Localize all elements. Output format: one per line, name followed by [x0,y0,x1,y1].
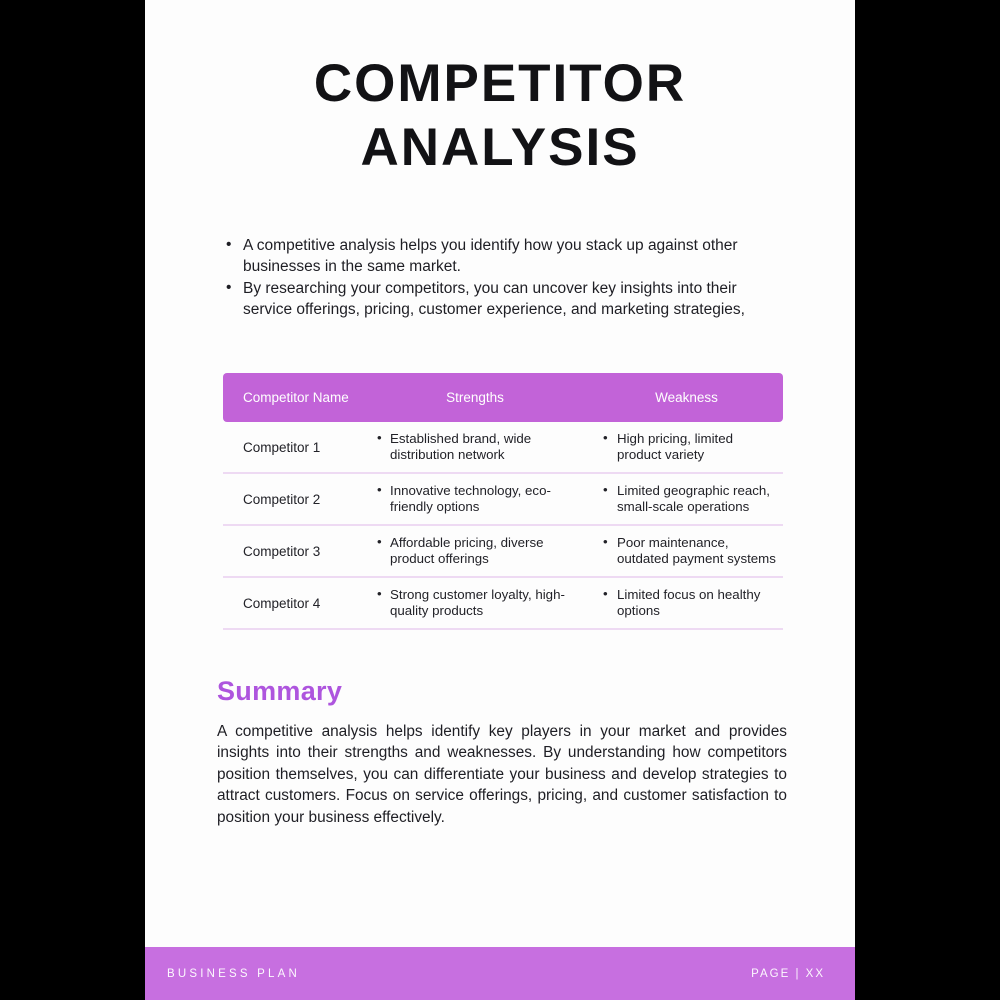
weakness-cell [590,526,783,576]
document-page [145,0,855,1000]
strengths-text: Strong customer loyalty, high-quality products [390,587,565,618]
footer-document-label: BUSINESS PLAN [167,967,300,980]
column-header-strengths: Strengths [446,390,504,405]
bullet-icon: • [603,534,608,549]
summary-heading: Summary [217,676,343,706]
bullet-icon: • [377,482,382,497]
bullet-icon: • [377,586,382,601]
bullet-icon: • [226,278,232,296]
table-header-row [223,373,783,422]
strengths-cell [360,578,590,628]
table-row [223,578,783,630]
bullet-icon: • [603,586,608,601]
competitor-name-cell: Competitor 3 [243,543,321,559]
page-title-line2: ANALYSIS [360,118,640,177]
strengths-text: Established brand, wide distribution network [390,431,532,462]
weakness-cell [590,474,783,524]
table-row [223,422,783,474]
bullet-icon: • [226,236,232,253]
competitor-table [223,373,783,630]
column-header-weakness: Weakness [655,390,718,405]
page-title [145,52,855,180]
column-header-competitor-name: Competitor Name [243,390,349,405]
summary-paragraph: A competitive analysis helps identify key players in your market and provides insights into their strengths and weaknesses. By understanding how competitors position themselves, you can differentiate your business and develop strategies to attract customers. Focus on service offerings, pricing, and customer satisfaction to position your business effectively. [217,723,787,826]
footer-bar [145,947,855,1000]
intro-bullet-text: A competitive analysis helps you identify how you stack up against other businesses in the same market. [243,237,738,276]
weakness-text: High pricing, limited product variety [617,431,734,462]
intro-bullet-text: By researching your competitors, you can uncover key insights into their service offerings, pricing, customer experience, and marketing strategies, [243,279,745,319]
strengths-cell [360,526,590,576]
bullet-icon: • [377,534,382,549]
competitor-name-cell: Competitor 1 [243,439,321,455]
table-row [223,474,783,526]
strengths-cell [360,422,590,472]
intro-bullet-list [226,235,789,321]
page-title-line1: COMPETITOR [313,54,687,113]
bullet-icon: • [377,430,382,445]
weakness-cell [590,578,783,628]
bullet-icon: • [603,430,608,445]
bullet-icon: • [603,482,608,497]
strengths-text: Innovative technology, eco-friendly options [390,483,551,514]
table-row [223,526,783,578]
strengths-text: Affordable pricing, diverse product offerings [390,535,544,566]
intro-bullet-item [226,235,789,278]
weakness-text: Limited geographic reach, small-scale operations [617,483,771,514]
weakness-text: Limited focus on healthy options [617,587,761,618]
strengths-cell [360,474,590,524]
footer-page-number: PAGE | XX [751,967,825,980]
weakness-cell [590,422,783,472]
weakness-text: Poor maintenance, outdated payment systems [617,535,776,566]
competitor-name-cell: Competitor 4 [243,595,321,611]
intro-bullet-item [226,278,789,321]
competitor-name-cell: Competitor 2 [243,491,321,507]
